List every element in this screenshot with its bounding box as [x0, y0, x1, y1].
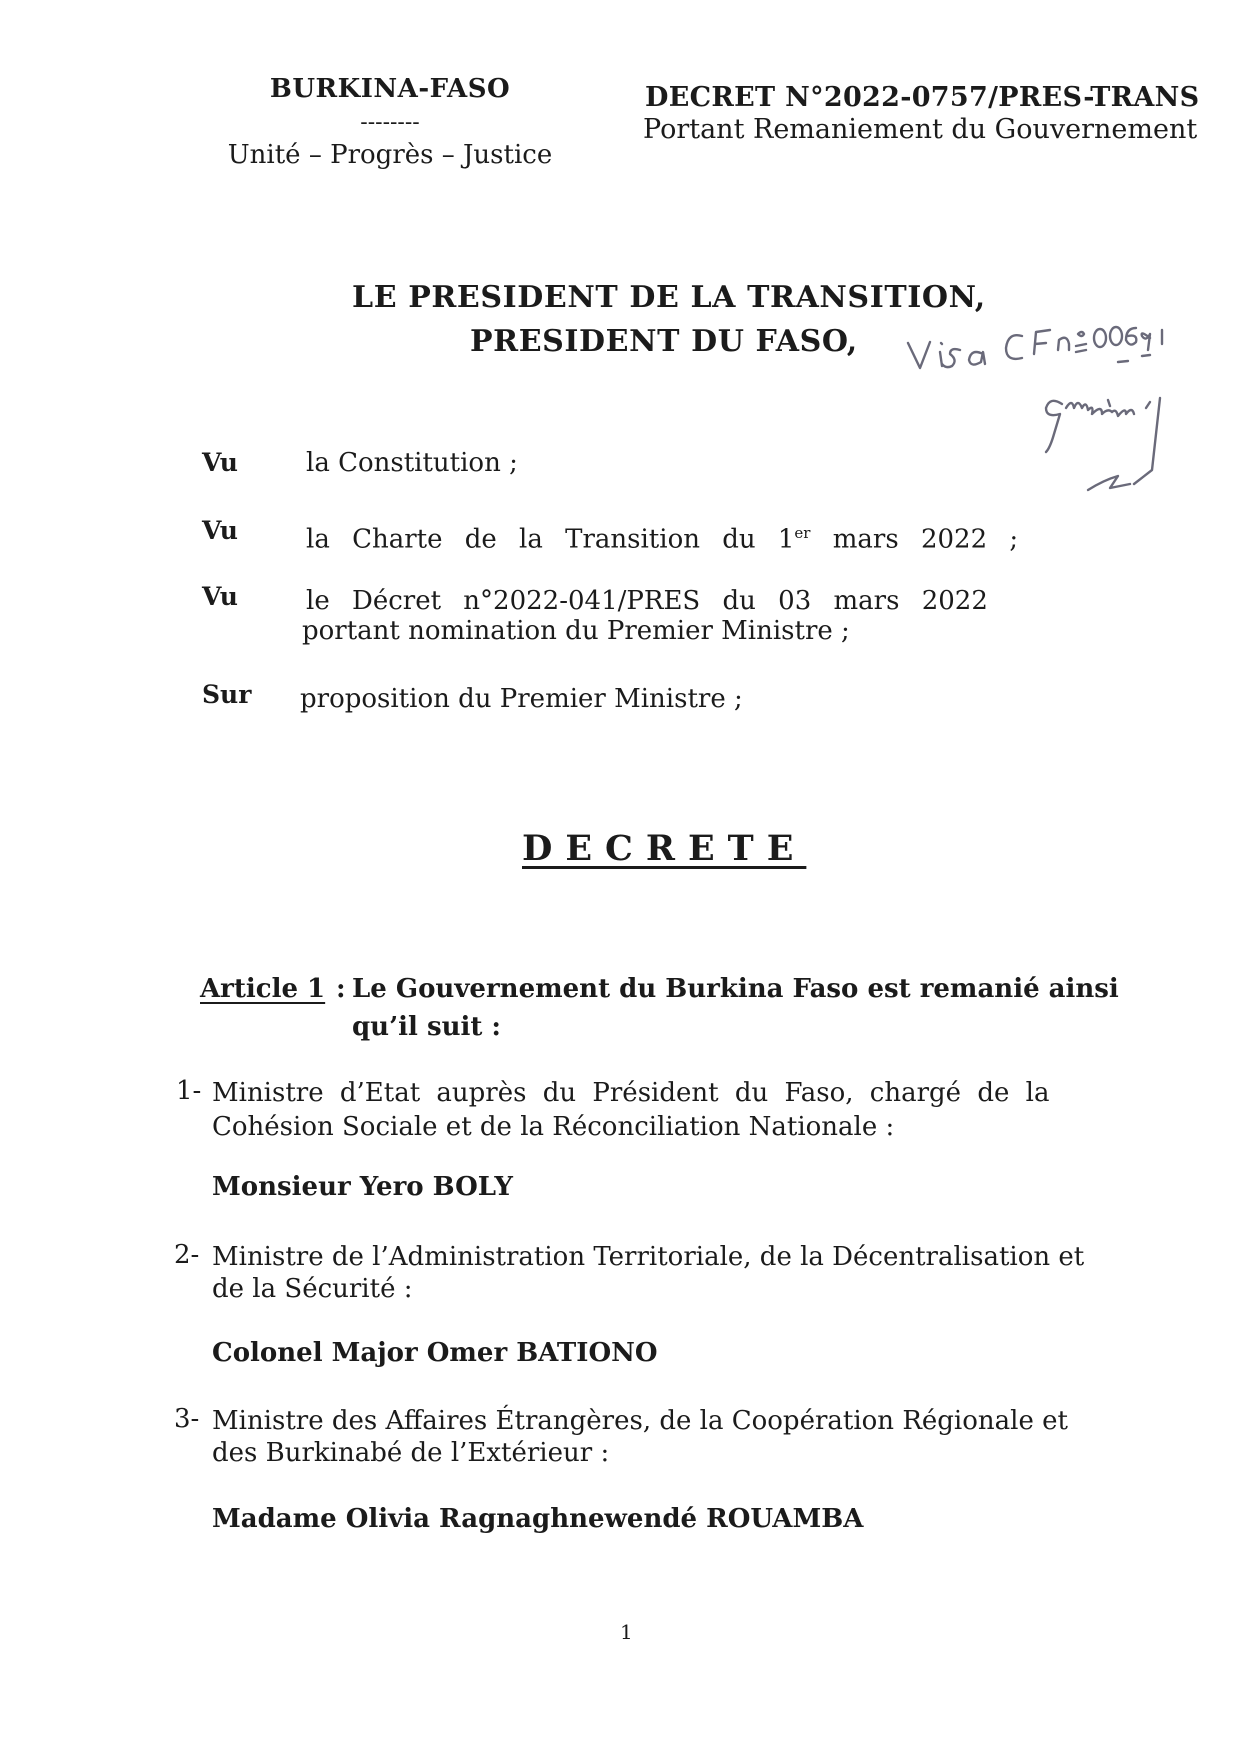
item-text: des Burkinabé de l’Extérieur :: [212, 1438, 610, 1468]
national-motto: Unité – Progrès – Justice: [227, 140, 553, 170]
visa-text: la Constitution ;: [306, 448, 518, 478]
item-number: 1-: [176, 1076, 202, 1106]
item-text: Ministre de l’Administration Territoriale, de la Décentralisation et: [212, 1242, 1085, 1272]
visa-label: Vu: [202, 448, 238, 477]
visa-text: le Décret n°2022-041/PRES du 03 mars 2022: [306, 586, 988, 616]
visa-text: portant nomination du Premier Ministre ;: [302, 616, 850, 646]
article-text: qu’il suit :: [352, 1012, 502, 1042]
appointee-name: Madame Olivia Ragnaghnewendé ROUAMBA: [212, 1504, 864, 1534]
title-line-1: LE PRESIDENT DE LA TRANSITION,: [352, 280, 986, 315]
item-text: Cohésion Sociale et de la Réconciliation Nationale :: [212, 1112, 895, 1142]
visa-label: Sur: [202, 680, 252, 709]
item-text: Ministre des Affaires Étrangères, de la Coopération Régionale et: [212, 1406, 1068, 1436]
item-text: Ministre d’Etat auprès du Président du Faso, chargé de la: [212, 1078, 1050, 1108]
item-text: de la Sécurité :: [212, 1274, 413, 1304]
header-separator: --------: [360, 110, 420, 135]
visa-text: proposition du Premier Ministre ;: [300, 684, 743, 714]
article-colon: :: [336, 974, 346, 1004]
decree-heading: DECRETE: [522, 828, 807, 869]
page-number: 1: [620, 1620, 633, 1644]
visa-text: la Charte de la Transition du 1er mars 2022 ;: [306, 524, 1019, 555]
decree-subject: Portant Remaniement du Gouvernement: [643, 114, 1198, 145]
visa-label: Vu: [202, 516, 238, 545]
item-number: 2-: [174, 1240, 200, 1270]
country-name: BURKINA-FASO: [269, 74, 511, 104]
title-line-2: PRESIDENT DU FASO,: [470, 324, 858, 359]
item-number: 3-: [174, 1404, 200, 1434]
appointee-name: Colonel Major Omer BATIONO: [212, 1338, 658, 1368]
visa-label: Vu: [202, 582, 238, 611]
appointee-name: Monsieur Yero BOLY: [212, 1172, 513, 1202]
article-label: Article 1: [200, 974, 326, 1004]
article-text: Le Gouvernement du Burkina Faso est remanié ainsi: [352, 974, 1119, 1004]
decree-number: DECRET N°2022-0757/PRES-TRANS: [645, 82, 1200, 113]
